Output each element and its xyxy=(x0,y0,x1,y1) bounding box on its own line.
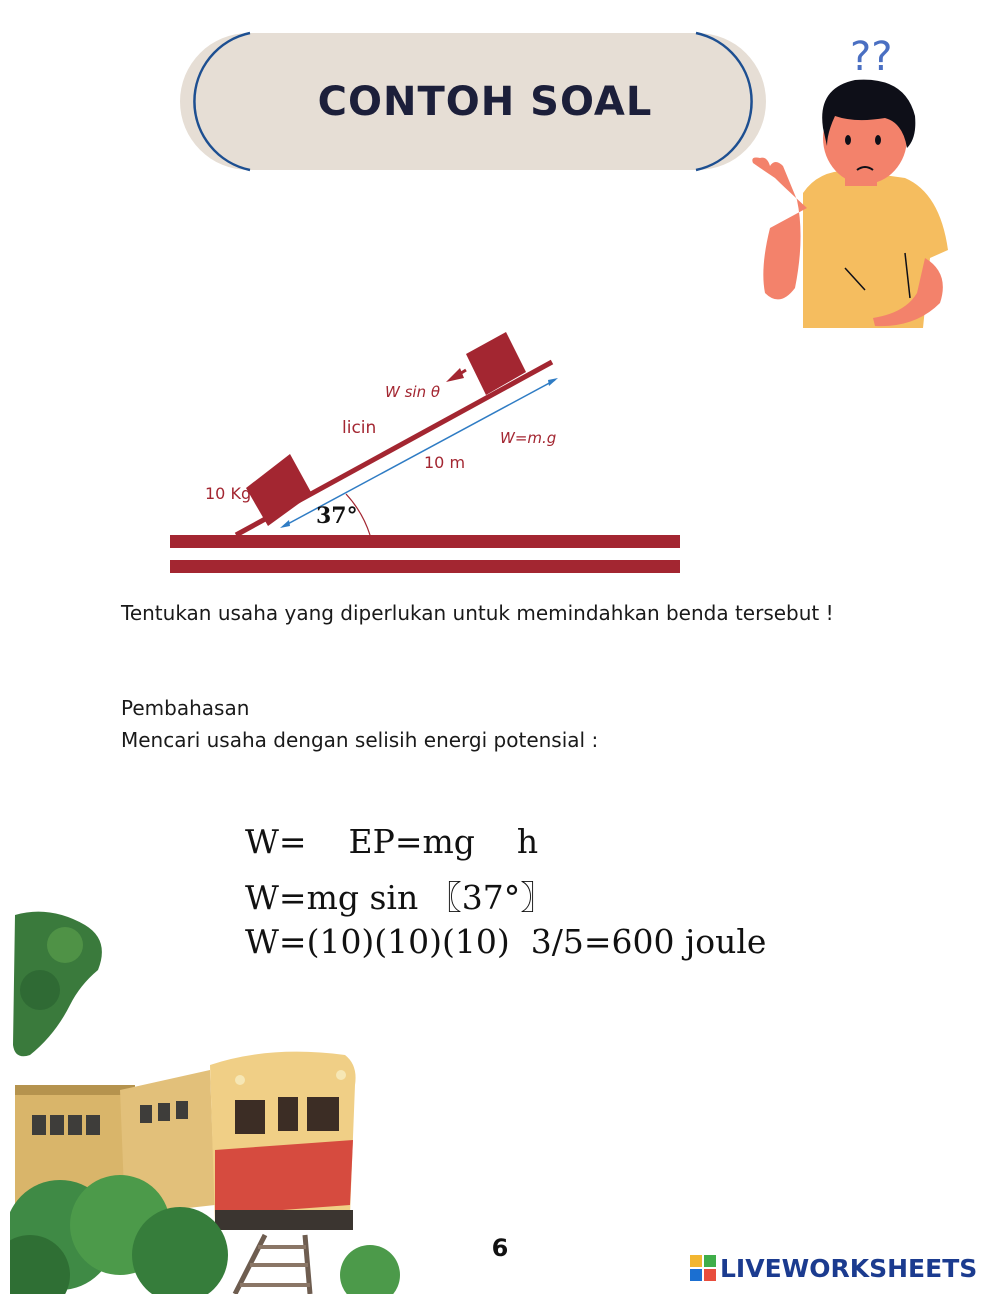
ground-bar-bottom xyxy=(170,560,680,573)
block-bottom xyxy=(246,454,312,526)
confused-boy-icon xyxy=(745,28,960,333)
force-arrow xyxy=(446,368,464,382)
train-illustration xyxy=(10,905,410,1294)
page-number: 6 xyxy=(491,1234,509,1262)
brand-name: LIVEWORKSHEETS xyxy=(720,1253,978,1283)
page-title: CONTOH SOAL xyxy=(317,78,653,125)
weight-label: W=m.g xyxy=(500,429,557,447)
angle-label: 37° xyxy=(316,503,358,529)
section-label: Pembahasan xyxy=(121,696,250,720)
equation-line: W= EP=mg h xyxy=(245,822,539,861)
brand-footer[interactable] xyxy=(690,1250,977,1286)
distance-label: 10 m xyxy=(424,453,466,472)
equation-line: W=mg sin ⁡〖37°〗 xyxy=(245,878,554,917)
ground-bar-top xyxy=(170,535,680,548)
surface-label: licin xyxy=(342,418,377,438)
liveworksheets-logo-icon xyxy=(690,1255,716,1281)
question-marks: ?? xyxy=(850,34,893,80)
section-description: Mencari usaha dengan selisih energi potensial : xyxy=(121,728,599,752)
incline-diagram xyxy=(160,320,700,580)
equation-line: W=(10)(10)(10) 3/5=600 joule xyxy=(245,922,767,961)
question-text: Tentukan usaha yang diperlukan untuk memindahkan benda tersebut ! xyxy=(121,601,834,625)
mass-label: 10 Kg xyxy=(205,484,252,503)
force-label: W sin θ xyxy=(385,383,441,401)
block-top xyxy=(466,332,526,395)
